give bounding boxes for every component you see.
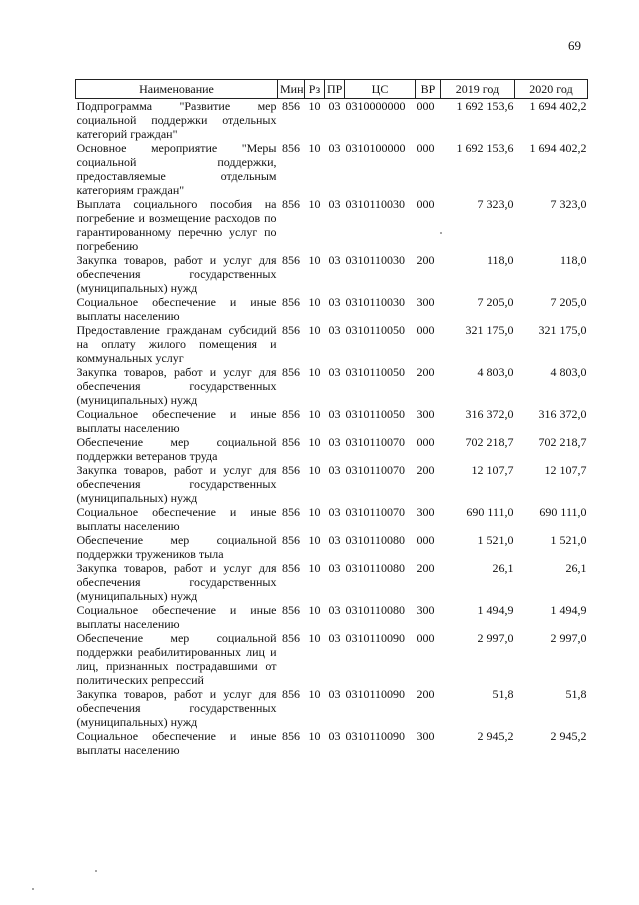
row-min: 856: [282, 435, 300, 449]
row-min: 856: [282, 631, 300, 645]
row-min: 856: [282, 407, 300, 421]
row-cs: 0310100000: [345, 141, 406, 155]
scan-speck: [95, 870, 97, 872]
row-name: Обеспечение мер социальной поддержки тружеников тыла: [76, 533, 277, 561]
scan-speck: [32, 888, 34, 890]
row-cs: 0310110030: [345, 197, 406, 211]
row-name: Основное мероприятие "Меры социальной поддержки, предоставляемые отдельным категориям граждан": [76, 141, 277, 197]
row-name: Социальное обеспечение и иные выплаты населению: [76, 407, 277, 435]
row-cs: 0310110080: [345, 603, 406, 617]
row-2019: 26,1: [492, 561, 514, 575]
row-pr: 03: [328, 631, 341, 645]
row-rz: 10: [308, 407, 321, 421]
row-cs: 0310110070: [345, 435, 406, 449]
table-row: [76, 323, 588, 365]
row-vr: 000: [416, 197, 435, 211]
scan-speck: [440, 232, 442, 234]
row-name: Обеспечение мер социальной поддержки реабилитированных лиц и лиц, признанных пострадавшими от политических репрессий: [76, 631, 277, 687]
row-2020: 2 997,0: [550, 631, 587, 645]
row-2020: 321 175,0: [538, 323, 587, 337]
row-rz: 10: [308, 295, 321, 309]
row-2019: 690 111,0: [466, 505, 514, 519]
row-cs: 0310110030: [345, 253, 406, 267]
row-name: Социальное обеспечение и иные выплаты населению: [76, 295, 277, 323]
row-pr: 03: [328, 197, 341, 211]
row-rz: 10: [308, 533, 321, 547]
row-vr: 200: [416, 687, 435, 701]
header-cs: ЦС: [345, 80, 416, 99]
row-2020: 7 323,0: [550, 197, 587, 211]
header-min: Мин: [278, 80, 305, 99]
row-pr: 03: [328, 435, 341, 449]
row-2019: 2 945,2: [477, 729, 514, 743]
row-min: 856: [282, 141, 300, 155]
row-name: Социальное обеспечение и иные выплаты населению: [76, 603, 277, 631]
header-rz: Рз: [305, 80, 325, 99]
row-min: 856: [282, 365, 300, 379]
row-rz: 10: [308, 323, 321, 337]
table-row: [76, 463, 588, 505]
row-2019: 321 175,0: [465, 323, 514, 337]
table-row: [76, 729, 588, 757]
row-rz: 10: [308, 603, 321, 617]
row-cs: 0310110030: [345, 295, 406, 309]
row-cs: 0310110090: [345, 687, 406, 701]
row-min: 856: [282, 463, 300, 477]
table-row: [76, 687, 588, 729]
row-vr: 300: [416, 407, 435, 421]
row-rz: 10: [308, 561, 321, 575]
row-name: Закупка товаров, работ и услуг для обеспечения государственных (муниципальных) нужд: [76, 463, 277, 505]
row-pr: 03: [328, 407, 341, 421]
row-2020: 1 521,0: [550, 533, 587, 547]
row-rz: 10: [308, 99, 321, 113]
row-2019: 702 218,7: [465, 435, 514, 449]
row-min: 856: [282, 295, 300, 309]
table-row: [76, 435, 588, 463]
row-rz: 10: [308, 435, 321, 449]
table-row: [76, 533, 588, 561]
row-rz: 10: [308, 365, 321, 379]
row-2019: 2 997,0: [477, 631, 514, 645]
row-2019: 1 692 153,6: [456, 99, 514, 113]
row-2019: 4 803,0: [477, 365, 514, 379]
row-pr: 03: [328, 463, 341, 477]
row-vr: 000: [416, 435, 435, 449]
row-2020: 316 372,0: [538, 407, 587, 421]
row-pr: 03: [328, 253, 341, 267]
row-cs: 0310110080: [345, 533, 406, 547]
row-cs: 0310110050: [345, 323, 406, 337]
row-min: 856: [282, 729, 300, 743]
row-2019: 1 692 153,6: [456, 141, 514, 155]
table-row: [76, 603, 588, 631]
row-pr: 03: [328, 687, 341, 701]
row-vr: 000: [416, 533, 435, 547]
table-row: [76, 561, 588, 603]
header-vr: ВР: [416, 80, 441, 99]
row-2020: 2 945,2: [550, 729, 587, 743]
row-rz: 10: [308, 253, 321, 267]
row-pr: 03: [328, 729, 341, 743]
row-name: Закупка товаров, работ и услуг для обеспечения государственных (муниципальных) нужд: [76, 253, 277, 295]
row-min: 856: [282, 323, 300, 337]
row-2019: 7 205,0: [477, 295, 514, 309]
row-2020: 12 107,7: [544, 463, 587, 477]
table-header-row: [76, 80, 588, 99]
row-name: Социальное обеспечение и иные выплаты населению: [76, 505, 277, 533]
row-min: 856: [282, 99, 300, 113]
row-vr: 300: [416, 295, 435, 309]
row-name: Подпрограмма "Развитие мер социальной поддержки отдельных категорий граждан": [76, 99, 277, 141]
row-2020: 1 694 402,2: [529, 99, 587, 113]
row-vr: 000: [416, 631, 435, 645]
row-vr: 200: [416, 253, 435, 267]
row-2019: 7 323,0: [477, 197, 514, 211]
row-cs: 0310110090: [345, 729, 406, 743]
row-name: Закупка товаров, работ и услуг для обеспечения государственных (муниципальных) нужд: [76, 687, 277, 729]
row-2020: 702 218,7: [538, 435, 587, 449]
row-pr: 03: [328, 365, 341, 379]
row-rz: 10: [308, 729, 321, 743]
row-pr: 03: [328, 323, 341, 337]
row-cs: 0310110090: [345, 631, 406, 645]
row-pr: 03: [328, 99, 341, 113]
table-row: [76, 141, 588, 197]
row-name: Закупка товаров, работ и услуг для обеспечения государственных (муниципальных) нужд: [76, 561, 277, 603]
row-2020: 690 111,0: [539, 505, 587, 519]
row-cs: 0310110070: [345, 463, 406, 477]
row-2019: 316 372,0: [465, 407, 514, 421]
row-rz: 10: [308, 141, 321, 155]
row-2019: 1 494,9: [477, 603, 514, 617]
row-2020: 4 803,0: [550, 365, 587, 379]
row-min: 856: [282, 533, 300, 547]
table-body: [76, 99, 588, 758]
header-name: Наименование: [76, 80, 278, 99]
row-2020: 118,0: [559, 253, 587, 267]
header-pr: ПР: [325, 80, 345, 99]
row-vr: 300: [416, 603, 435, 617]
row-2019: 1 521,0: [477, 533, 514, 547]
row-2019: 118,0: [486, 253, 514, 267]
row-min: 856: [282, 603, 300, 617]
table-row: [76, 99, 588, 142]
row-2020: 51,8: [565, 687, 587, 701]
row-cs: 0310110080: [345, 561, 406, 575]
row-min: 856: [282, 197, 300, 211]
row-name: Закупка товаров, работ и услуг для обеспечения государственных (муниципальных) нужд: [76, 365, 277, 407]
row-rz: 10: [308, 631, 321, 645]
page-number: 69: [568, 38, 581, 53]
row-min: 856: [282, 253, 300, 267]
row-pr: 03: [328, 505, 341, 519]
budget-table: [75, 79, 588, 757]
row-cs: 0310110050: [345, 407, 406, 421]
row-vr: 200: [416, 463, 435, 477]
row-vr: 000: [416, 141, 435, 155]
row-2019: 51,8: [492, 687, 514, 701]
row-name: Предоставление гражданам субсидий на оплату жилого помещения и коммунальных услуг: [76, 323, 277, 365]
row-cs: 0310110050: [345, 365, 406, 379]
row-name: Обеспечение мер социальной поддержки ветеранов труда: [76, 435, 277, 463]
row-2019: 12 107,7: [471, 463, 514, 477]
row-vr: 200: [416, 365, 435, 379]
row-vr: 300: [416, 505, 435, 519]
table-row: [76, 505, 588, 533]
header-2020: 2020 год: [515, 80, 588, 99]
row-min: 856: [282, 505, 300, 519]
row-name: Социальное обеспечение и иные выплаты населению: [76, 729, 277, 757]
row-vr: 000: [416, 99, 435, 113]
row-2020: 7 205,0: [550, 295, 587, 309]
row-pr: 03: [328, 603, 341, 617]
row-2020: 26,1: [565, 561, 587, 575]
row-pr: 03: [328, 295, 341, 309]
row-min: 856: [282, 561, 300, 575]
row-vr: 300: [416, 729, 435, 743]
table-row: [76, 295, 588, 323]
row-pr: 03: [328, 141, 341, 155]
row-2020: 1 694 402,2: [529, 141, 587, 155]
header-2019: 2019 год: [441, 80, 515, 99]
row-2020: 1 494,9: [550, 603, 587, 617]
table-row: [76, 365, 588, 407]
row-name: Выплата социального пособия на погребение и возмещение расходов по гарантированному перечню услуг по погребению: [76, 197, 277, 253]
row-rz: 10: [308, 463, 321, 477]
row-vr: 200: [416, 561, 435, 575]
row-rz: 10: [308, 687, 321, 701]
row-cs: 0310110070: [345, 505, 406, 519]
table-row: [76, 631, 588, 687]
table-row: [76, 197, 588, 253]
row-rz: 10: [308, 505, 321, 519]
table-row: [76, 407, 588, 435]
row-pr: 03: [328, 533, 341, 547]
table-row: [76, 253, 588, 295]
row-pr: 03: [328, 561, 341, 575]
row-cs: 0310000000: [345, 99, 406, 113]
row-min: 856: [282, 687, 300, 701]
row-rz: 10: [308, 197, 321, 211]
row-vr: 000: [416, 323, 435, 337]
